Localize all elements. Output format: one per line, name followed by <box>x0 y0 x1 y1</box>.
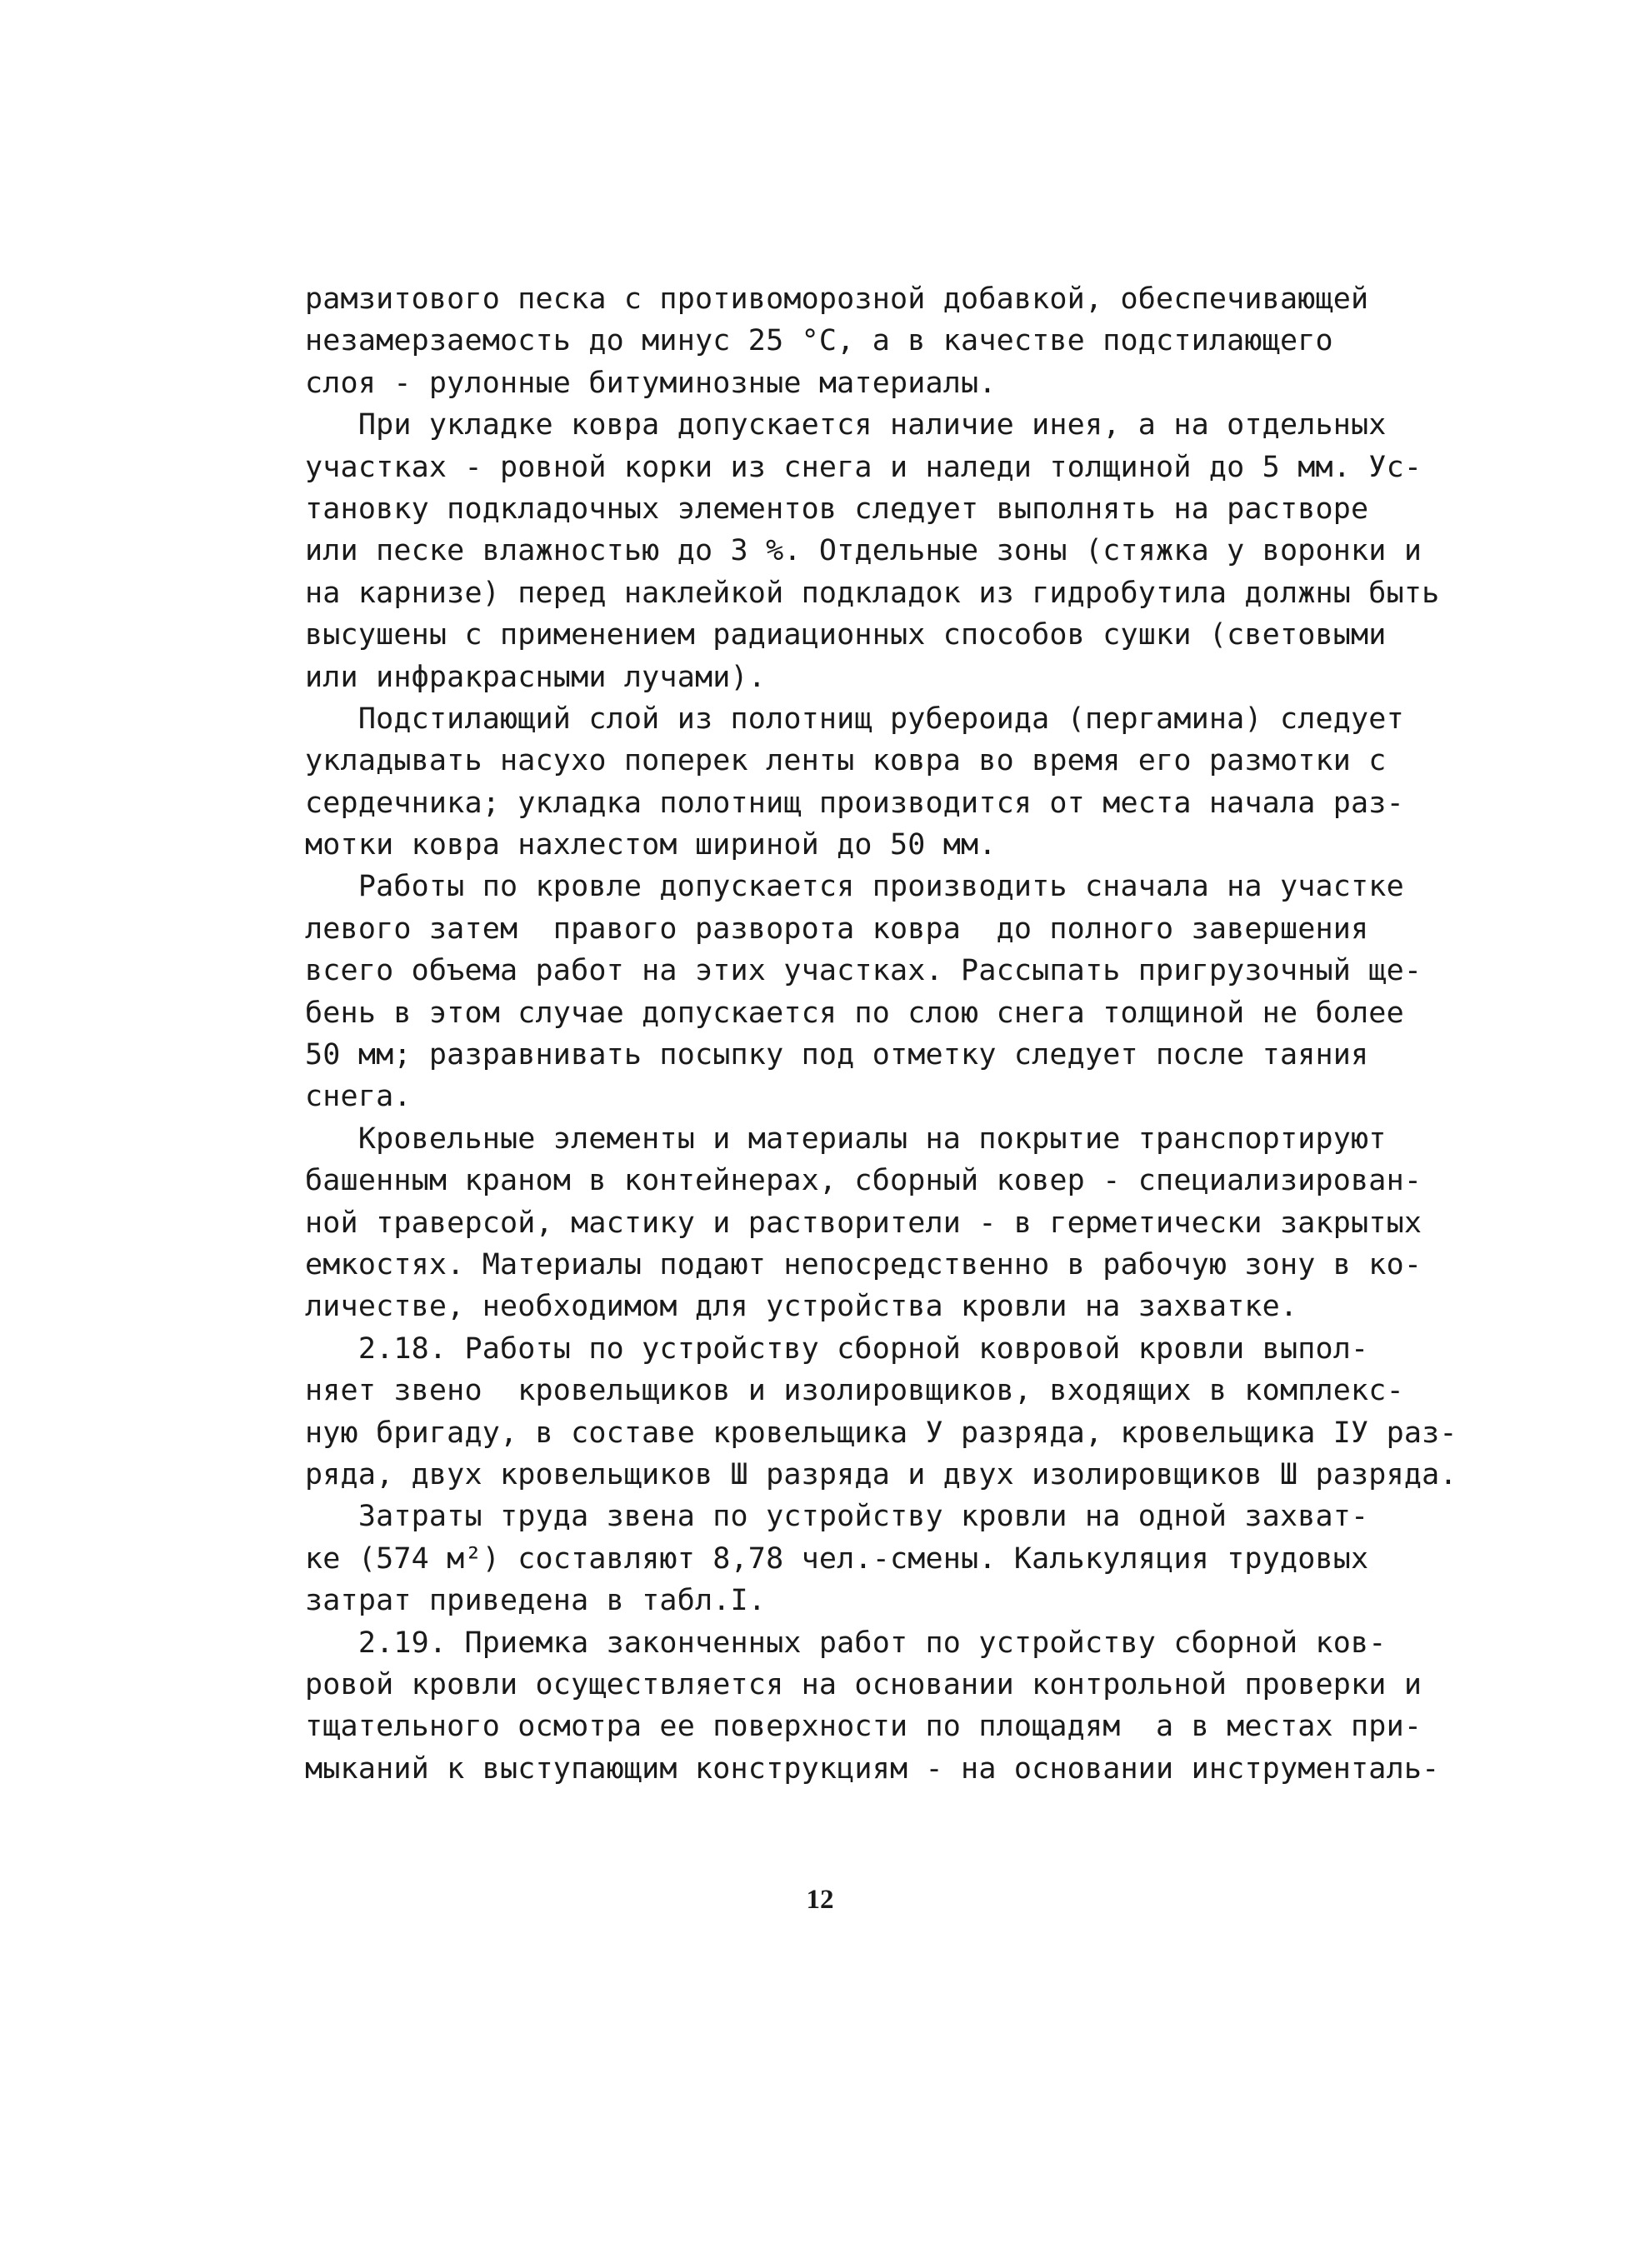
text-line: высушены с применением радиационных способов сушки (световыми <box>305 618 1387 652</box>
text-line: Кровельные элементы и материалы на покрытие транспортируют <box>305 1122 1387 1156</box>
body-text <box>305 278 1458 1790</box>
text-line: 2.18. Работы по устройству сборной ковровой кровли выпол- <box>305 1331 1369 1366</box>
text-line: снега. <box>305 1080 412 1114</box>
text-line: или инфракрасными лучами). <box>305 660 767 694</box>
text-line: Затраты труда звена по устройству кровли на одной захват- <box>305 1500 1369 1534</box>
text-line: или песке влажностью до 3 %. Отдельные зоны (стяжка у воронки и <box>305 534 1422 568</box>
text-line: Подстилающий слой из полотнищ рубероида (пергамина) следует <box>305 702 1404 736</box>
text-line: ряда, двух кровельщиков Ш разряда и двух изолировщиков Ш разряда. <box>305 1457 1458 1491</box>
text-line: ке (574 м²) составляют 8,78 чел.-смены. Калькуляция трудовых <box>305 1541 1369 1576</box>
text-line: тщательного осмотра ее поверхности по площадям а в местах при- <box>305 1710 1422 1744</box>
text-line: ровой кровли осуществляется на основании контрольной проверки и <box>305 1667 1422 1701</box>
text-line: башенным краном в контейнерах, сборный ковер - специализирован- <box>305 1164 1422 1198</box>
page-number: 12 <box>806 1885 834 1915</box>
text-line: укладывать насухо поперек ленты ковра во время его размотки с <box>305 744 1387 778</box>
text-line: мотки ковра нахлестом шириной до 50 мм. <box>305 828 997 862</box>
text-line: Работы по кровле допускается производить сначала на участке <box>305 870 1404 904</box>
text-line: сердечника; укладка полотнищ производится от места начала раз- <box>305 786 1404 820</box>
text-line: всего объема работ на этих участках. Рассыпать пригрузочный ще- <box>305 954 1422 988</box>
text-line: няет звено кровельщиков и изолировщиков, входящих в комплекс- <box>305 1374 1404 1408</box>
text-line: 2.19. Приемка законченных работ по устройству сборной ков- <box>305 1626 1387 1660</box>
text-line: личестве, необходимом для устройства кровли на захватке. <box>305 1290 1298 1324</box>
text-line: ной траверсой, мастику и растворители - в герметически закрытых <box>305 1206 1422 1240</box>
text-line: тановку подкладочных элементов следует выполнять на растворе <box>305 492 1369 526</box>
text-line: участках - ровной корки из снега и наледи толщиной до 5 мм. Ус- <box>305 450 1422 484</box>
text-line: емкостях. Материалы подают непосредственно в рабочую зону в ко- <box>305 1247 1422 1281</box>
text-line: бень в этом случае допускается по слою снега толщиной не более <box>305 996 1404 1030</box>
text-line: слоя - рулонные битуминозные материалы. <box>305 366 997 400</box>
text-line: мыканий к выступающим конструкциям - на основании инструменталь- <box>305 1751 1440 1786</box>
text-line: рамзитового песка с противоморозной добавкой, обеспечивающей <box>305 282 1369 316</box>
text-line: 50 мм; разравнивать посыпку под отметку следует после таяния <box>305 1038 1369 1072</box>
text-line: ную бригаду, в составе кровельщика У разряда, кровельщика IУ раз- <box>305 1416 1458 1450</box>
text-line: на карнизе) перед наклейкой подкладок из гидробутила должны быть <box>305 576 1440 610</box>
text-line: незамерзаемость до минус 25 °С, а в качестве подстилающего <box>305 324 1333 358</box>
text-line: левого затем правого разворота ковра до полного завершения <box>305 912 1369 946</box>
text-line: При укладке ковра допускается наличие инея, а на отдельных <box>305 408 1387 442</box>
text-line: затрат приведена в табл.I. <box>305 1584 767 1618</box>
